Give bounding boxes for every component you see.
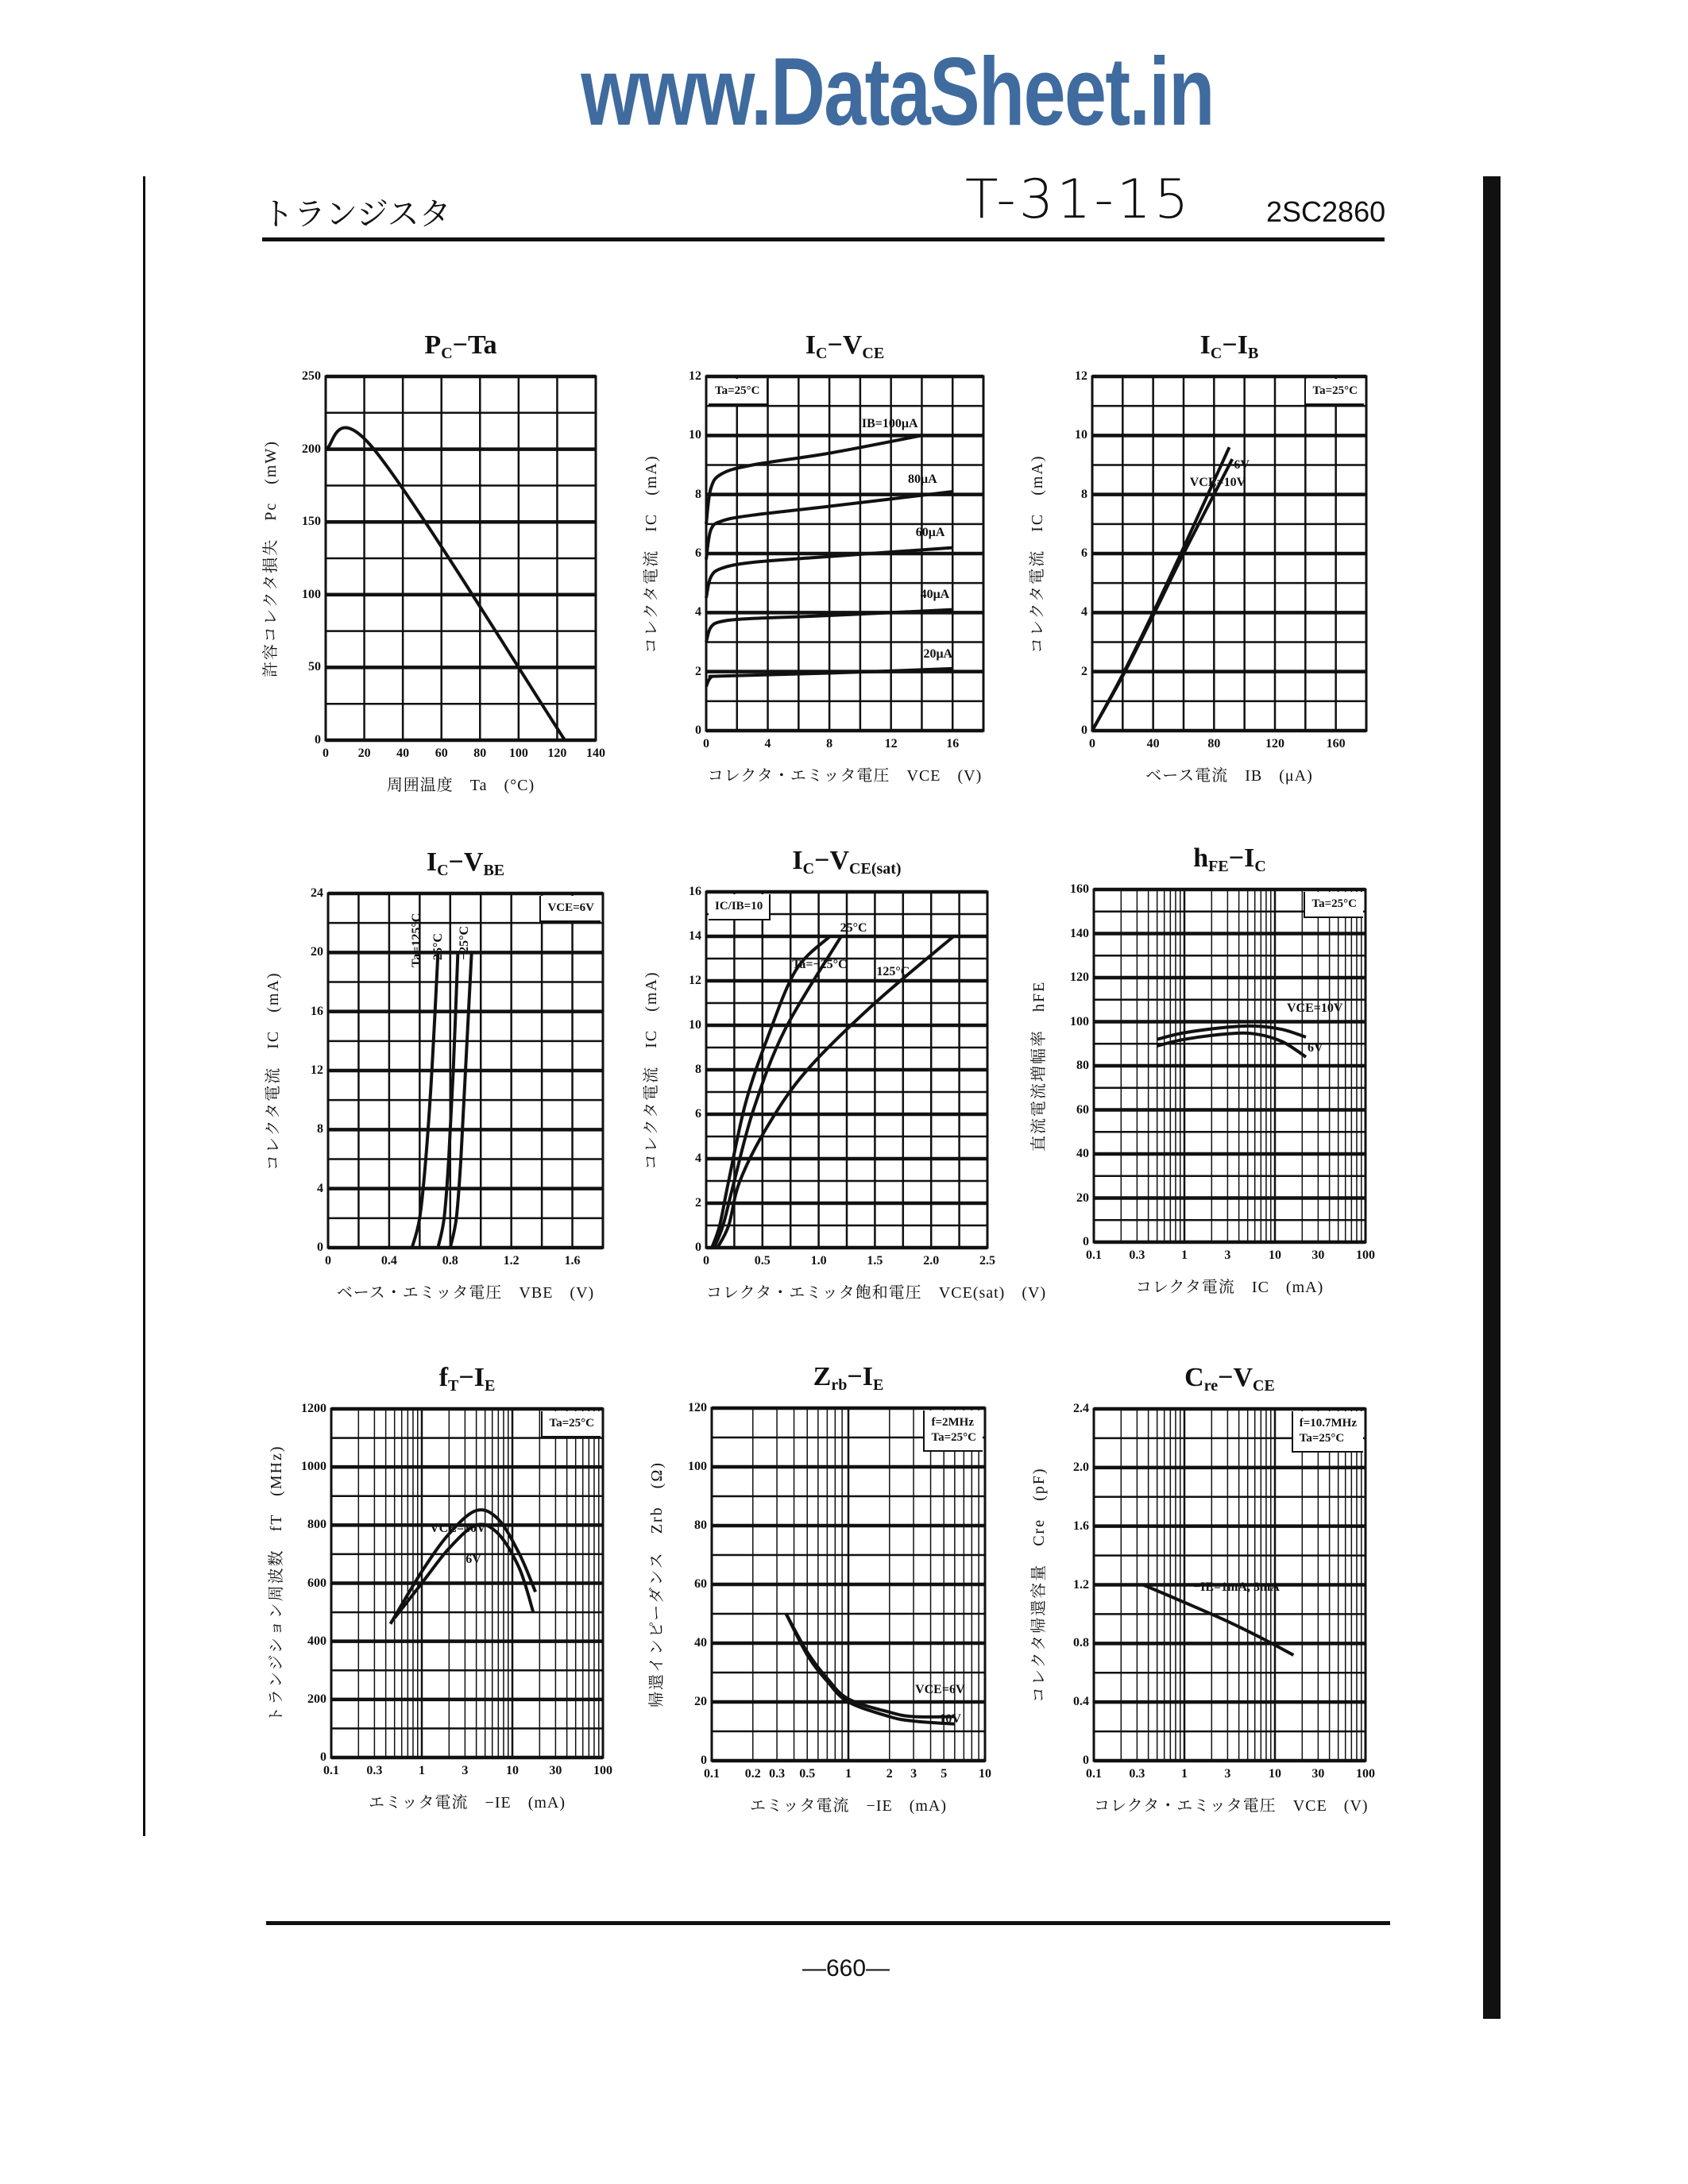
y-tick-label: 60 (694, 1577, 707, 1591)
chart-title (331, 1363, 603, 1395)
x-tick-label: 0.3 (366, 1764, 383, 1777)
y-tick-label: 0 (315, 733, 321, 747)
x-tick-label: 0 (703, 737, 709, 751)
title-text: −V (814, 846, 850, 875)
title-text: −I (1222, 330, 1248, 360)
y-tick-label: 20 (694, 1695, 707, 1708)
plot-area (1094, 889, 1365, 1242)
header-rule (262, 237, 1385, 241)
x-tick-label: 1.6 (564, 1254, 581, 1268)
x-tick-label: 0.1 (1086, 1767, 1102, 1781)
series-label: Ta=−25°C (792, 958, 848, 972)
y-tick-label: 0 (701, 1754, 707, 1767)
note-line: f=10.7MHz (1299, 1417, 1357, 1430)
y-tick-label: 120 (688, 1401, 707, 1414)
title-subscript: FE (1208, 858, 1229, 875)
title-text: Z (813, 1362, 832, 1391)
x-tick-label: 3 (910, 1767, 917, 1781)
title-subscript: C (1210, 345, 1223, 362)
x-tick-label: 10 (979, 1767, 991, 1781)
y-tick-label: 12 (689, 974, 701, 987)
y-tick-label: 10 (1075, 428, 1087, 442)
series-label: VCE=10V (1189, 475, 1246, 489)
y-axis-label: コレクタ電流 IC (mA) (265, 970, 282, 1171)
x-tick-label: 100 (1356, 1767, 1375, 1781)
title-subscript: B (1247, 345, 1259, 362)
series-label: 60μA (915, 526, 945, 540)
chart-ic-vbe (265, 847, 603, 1302)
y-tick-label: 4 (317, 1181, 323, 1195)
conditions-note (709, 379, 768, 405)
chart-ic-ib (1029, 330, 1366, 785)
title-text: −I (1228, 843, 1255, 873)
x-tick-label: 0.2 (744, 1767, 761, 1781)
title-text: −V (448, 847, 484, 877)
y-tick-label: 40 (1076, 1147, 1089, 1160)
title-text: −Ta (452, 330, 497, 360)
y-tick-label: 8 (1081, 487, 1087, 501)
y-tick-label: 4 (695, 1152, 701, 1165)
x-tick-label: 0.3 (1129, 1767, 1145, 1781)
chart-title (328, 847, 603, 880)
y-tick-label: 1000 (301, 1460, 326, 1474)
note-line: f=2MHz (931, 1416, 975, 1429)
y-tick-label: 0 (1081, 723, 1087, 737)
title-subscript: C (802, 860, 815, 878)
y-axis-label: 帰還インピーダンス Zrb (Ω) (648, 1461, 666, 1707)
conditions-note (541, 1411, 601, 1437)
title-subscript: E (484, 1377, 496, 1395)
x-tick-label: 80 (1207, 737, 1221, 751)
left-margin-line (143, 176, 145, 1836)
x-axis-label: ベース・エミッタ電圧 VBE (V) (336, 1284, 595, 1302)
plot-area (331, 1409, 603, 1758)
x-tick-label: 0 (323, 747, 329, 760)
y-tick-label: 10 (689, 428, 701, 442)
chart-title (1092, 330, 1366, 363)
title-subscript: T (448, 1377, 459, 1395)
series-label: 25°C (840, 920, 867, 935)
y-axis-label: コレクタ帰還容量 Cre (pF) (1030, 1467, 1048, 1703)
y-tick-label: 4 (1081, 605, 1087, 619)
title-text: P (424, 330, 442, 360)
y-tick-label: 2.0 (1073, 1460, 1089, 1474)
x-tick-label: 5 (941, 1767, 948, 1781)
title-subscript: CE (1253, 1377, 1275, 1395)
y-axis-label: トランジション周波数 fT (MHz) (268, 1444, 285, 1723)
x-tick-label: 100 (1356, 1248, 1375, 1262)
x-axis-label: コレクタ・エミッタ飽和電圧 VCE(sat) (V) (706, 1284, 1047, 1302)
right-margin-bar (1483, 176, 1501, 2019)
chart-title (712, 1362, 985, 1395)
x-tick-label: 0.1 (704, 1767, 720, 1781)
y-tick-label: 8 (317, 1122, 323, 1136)
y-tick-label: 0 (1083, 1754, 1089, 1767)
x-tick-label: 1 (845, 1767, 852, 1781)
y-tick-label: 12 (1075, 369, 1087, 383)
y-tick-label: 6 (695, 1107, 701, 1121)
y-tick-label: 100 (1070, 1014, 1089, 1028)
y-tick-label: 100 (688, 1460, 707, 1473)
x-tick-label: 0.8 (442, 1254, 458, 1268)
chart-title (1094, 1363, 1365, 1395)
y-tick-label: 20 (1076, 1190, 1089, 1205)
x-tick-label: 3 (1224, 1248, 1231, 1262)
title-subscript: BE (483, 862, 505, 879)
x-tick-label: 2.0 (923, 1254, 940, 1268)
x-tick-label: 1.2 (503, 1254, 520, 1268)
chart-ic-vce (643, 330, 983, 785)
conditions-note (709, 894, 771, 920)
y-axis-label: 許容コレクタ損失 Pc (mW) (262, 439, 280, 677)
y-tick-label: 1.2 (1073, 1577, 1089, 1592)
x-tick-label: 60 (435, 747, 448, 760)
y-axis-label: コレクタ電流 IC (mA) (1029, 453, 1046, 654)
title-text: I (1199, 330, 1211, 360)
series-line-VCE-6V (1157, 1033, 1306, 1057)
note-line: Ta=25°C (1312, 384, 1358, 397)
series-label: 6V (465, 1552, 481, 1566)
y-tick-label: 600 (307, 1576, 326, 1590)
series-label: 10V (939, 1712, 961, 1727)
title-text: f (438, 1363, 449, 1392)
series-label: 25°C (431, 932, 445, 960)
title-text: −V (1218, 1363, 1253, 1392)
y-tick-label: 14 (689, 929, 701, 943)
conditions-note (923, 1410, 983, 1452)
title-text: h (1193, 843, 1209, 873)
handwritten-code: T-31-15 (965, 168, 1192, 231)
x-tick-label: 10 (506, 1764, 519, 1777)
x-axis-label: エミッタ電流 −IE (mA) (749, 1797, 948, 1815)
x-tick-label: 0.5 (799, 1767, 816, 1781)
y-tick-label: 0.4 (1073, 1695, 1089, 1709)
title-subscript: C (441, 345, 453, 362)
y-tick-label: 80 (1076, 1059, 1089, 1072)
note-line: Ta=25°C (1299, 1432, 1345, 1445)
x-tick-label: 30 (1311, 1248, 1325, 1262)
y-tick-label: 140 (1070, 926, 1089, 940)
x-tick-label: 1.5 (867, 1254, 883, 1268)
series-label: 80μA (908, 473, 937, 487)
x-tick-label: 30 (549, 1764, 562, 1777)
series-label: VCE=6V (915, 1683, 965, 1697)
y-tick-label: 16 (311, 1004, 323, 1018)
title-text: −V (827, 330, 863, 360)
x-tick-label: 0 (325, 1254, 331, 1268)
series-line-Pc (326, 427, 565, 740)
y-tick-label: 2 (1081, 664, 1087, 678)
plot-area (1092, 376, 1366, 731)
y-tick-label: 200 (302, 442, 321, 456)
series-label: VCE=10V (1286, 1001, 1343, 1015)
x-tick-label: 20 (357, 747, 371, 760)
y-tick-label: 200 (307, 1692, 326, 1706)
note-line: Ta=25°C (549, 1417, 594, 1430)
x-axis-label: 周囲温度 Ta (°C) (386, 777, 535, 794)
x-tick-label: 0.5 (754, 1254, 771, 1268)
x-tick-label: 10 (1269, 1767, 1281, 1781)
y-tick-label: 8 (695, 1063, 701, 1076)
y-tick-label: 80 (694, 1518, 707, 1532)
y-tick-label: 50 (308, 660, 321, 674)
title-subscript: C (437, 862, 449, 879)
title-text: I (805, 330, 817, 360)
y-tick-label: 60 (1076, 1102, 1089, 1117)
x-tick-label: 3 (1224, 1767, 1231, 1781)
x-tick-label: 100 (508, 747, 528, 760)
y-tick-label: 250 (302, 369, 321, 383)
x-tick-label: 1 (1181, 1248, 1188, 1262)
x-tick-label: 120 (1265, 737, 1284, 751)
x-tick-label: 0 (703, 1254, 709, 1268)
title-subscript: CE(sat) (849, 860, 902, 878)
x-tick-label: 0 (1089, 737, 1095, 751)
x-tick-label: 120 (547, 747, 567, 760)
y-axis-label: コレクタ電流 IC (mA) (643, 970, 660, 1170)
note-line: Ta=25°C (1311, 897, 1357, 910)
x-tick-label: 8 (826, 737, 833, 751)
series-label: 20μA (923, 646, 953, 661)
x-tick-label: 160 (1326, 737, 1346, 751)
x-tick-label: 40 (1146, 737, 1160, 751)
x-tick-label: 0.3 (769, 1767, 786, 1781)
title-subscript: E (872, 1376, 884, 1394)
title-text: I (792, 846, 803, 875)
title-text: C (1184, 1363, 1204, 1392)
y-tick-label: 150 (302, 515, 321, 529)
y-tick-label: 2 (695, 1196, 701, 1210)
series-label: VCE=10V (430, 1522, 486, 1536)
y-tick-label: 0 (320, 1750, 326, 1764)
x-tick-label: 0.1 (1086, 1248, 1102, 1262)
series-label: 6V (1308, 1040, 1323, 1055)
y-tick-label: 160 (1070, 882, 1089, 896)
x-tick-label: 4 (764, 737, 771, 751)
x-tick-label: 16 (946, 737, 960, 751)
series-label: IB=100μA (861, 416, 918, 430)
series-label: Ta=125°C (410, 913, 424, 967)
note-line: VCE=6V (547, 901, 594, 914)
y-tick-label: 40 (694, 1636, 707, 1650)
x-tick-label: 100 (593, 1764, 612, 1777)
watermark: www.DataSheet.in (581, 37, 1214, 145)
y-tick-label: 24 (311, 886, 323, 900)
x-axis-label: コレクタ・エミッタ電圧 VCE (V) (707, 767, 983, 785)
y-tick-label: 0 (1083, 1235, 1089, 1248)
x-tick-label: 10 (1269, 1248, 1281, 1262)
conditions-note (1292, 1411, 1363, 1453)
plot-area (712, 1408, 985, 1761)
conditions-note (1304, 892, 1363, 918)
conditions-note (1304, 379, 1364, 405)
x-axis-label: ベース電流 IB (μA) (1145, 767, 1313, 785)
title-subscript: C (1254, 858, 1266, 875)
note-line: IC/IB=10 (715, 900, 763, 913)
title-subscript: re (1203, 1377, 1219, 1395)
y-tick-label: 120 (1070, 970, 1089, 984)
chart-ft-ie (268, 1363, 612, 1812)
x-axis-label: コレクタ電流 IC (mA) (1135, 1279, 1324, 1296)
y-tick-label: 1.6 (1073, 1518, 1089, 1533)
plot-area (706, 892, 987, 1248)
plot-area (706, 376, 983, 731)
page-number: —660— (802, 1955, 890, 1981)
conditions-note (539, 896, 601, 922)
y-axis-label: コレクタ電流 IC (mA) (643, 453, 660, 654)
x-axis-label: コレクタ・エミッタ電圧 VCE (V) (1094, 1797, 1369, 1815)
y-tick-label: 2.4 (1073, 1402, 1089, 1415)
x-tick-label: 140 (586, 747, 605, 760)
chart-zrb-ie (648, 1362, 991, 1815)
footer-rule (266, 1921, 1390, 1925)
chart-title (706, 330, 983, 363)
x-tick-label: 80 (473, 747, 487, 760)
y-tick-label: 400 (307, 1634, 326, 1648)
series-label: 6V (1234, 457, 1250, 472)
x-tick-label: 3 (462, 1764, 469, 1777)
y-tick-label: 2 (695, 664, 701, 678)
x-tick-label: 0.1 (323, 1764, 339, 1777)
title-subscript: CE (862, 345, 885, 362)
series-label: −25°C (457, 925, 471, 960)
x-axis-label: エミッタ電流 −IE (mA) (368, 1794, 566, 1812)
title-subscript: C (816, 345, 828, 362)
y-tick-label: 12 (689, 369, 701, 383)
y-tick-label: 0.8 (1073, 1636, 1089, 1650)
y-tick-label: 1200 (301, 1402, 326, 1415)
x-tick-label: 12 (884, 737, 898, 751)
y-tick-label: 6 (695, 546, 701, 560)
chart-title (326, 330, 596, 363)
y-tick-label: 12 (311, 1063, 323, 1077)
y-tick-label: 8 (695, 487, 701, 501)
y-axis-label: 直流電流増幅率 hFE (1030, 980, 1048, 1152)
chart-pc-ta (262, 330, 605, 794)
x-tick-label: 2.5 (979, 1254, 995, 1268)
chart-title (706, 846, 987, 878)
y-tick-label: 800 (307, 1518, 326, 1532)
note-line: Ta=25°C (715, 384, 760, 397)
chart-title (1094, 843, 1365, 876)
x-tick-label: 1 (1181, 1767, 1188, 1781)
x-tick-label: 40 (396, 747, 410, 760)
part-number: 2SC2860 (1266, 195, 1386, 228)
title-text: −I (847, 1362, 873, 1391)
header-category: トランジスタ (262, 196, 451, 233)
series-label: 125°C (876, 965, 910, 978)
series-label: −IE=1mA, 3mA (1193, 1580, 1280, 1595)
series-label: 40μA (920, 588, 950, 602)
note-line: Ta=25°C (931, 1431, 976, 1444)
y-tick-label: 100 (302, 587, 321, 601)
x-tick-label: 0.3 (1129, 1248, 1145, 1262)
x-tick-label: 1.0 (810, 1254, 827, 1268)
plot-area (326, 376, 596, 740)
title-text: −I (458, 1363, 485, 1392)
x-tick-label: 1 (419, 1764, 425, 1777)
x-tick-label: 30 (1311, 1767, 1325, 1781)
y-tick-label: 4 (695, 605, 701, 619)
x-tick-label: 2 (886, 1767, 893, 1781)
chart-hfe-ic (1030, 843, 1375, 1296)
y-tick-label: 0 (695, 1241, 701, 1254)
title-subscript: rb (831, 1376, 848, 1394)
y-tick-label: 16 (689, 885, 701, 898)
y-tick-label: 20 (311, 945, 323, 959)
title-text: I (426, 847, 438, 877)
y-tick-label: 10 (689, 1018, 701, 1032)
x-tick-label: 0.4 (380, 1254, 397, 1268)
series-line-IB-100uA (706, 435, 921, 524)
y-tick-label: 6 (1081, 546, 1087, 560)
y-tick-label: 0 (695, 723, 701, 737)
y-tick-label: 0 (317, 1241, 323, 1254)
chart-cre-vce (1030, 1363, 1375, 1815)
